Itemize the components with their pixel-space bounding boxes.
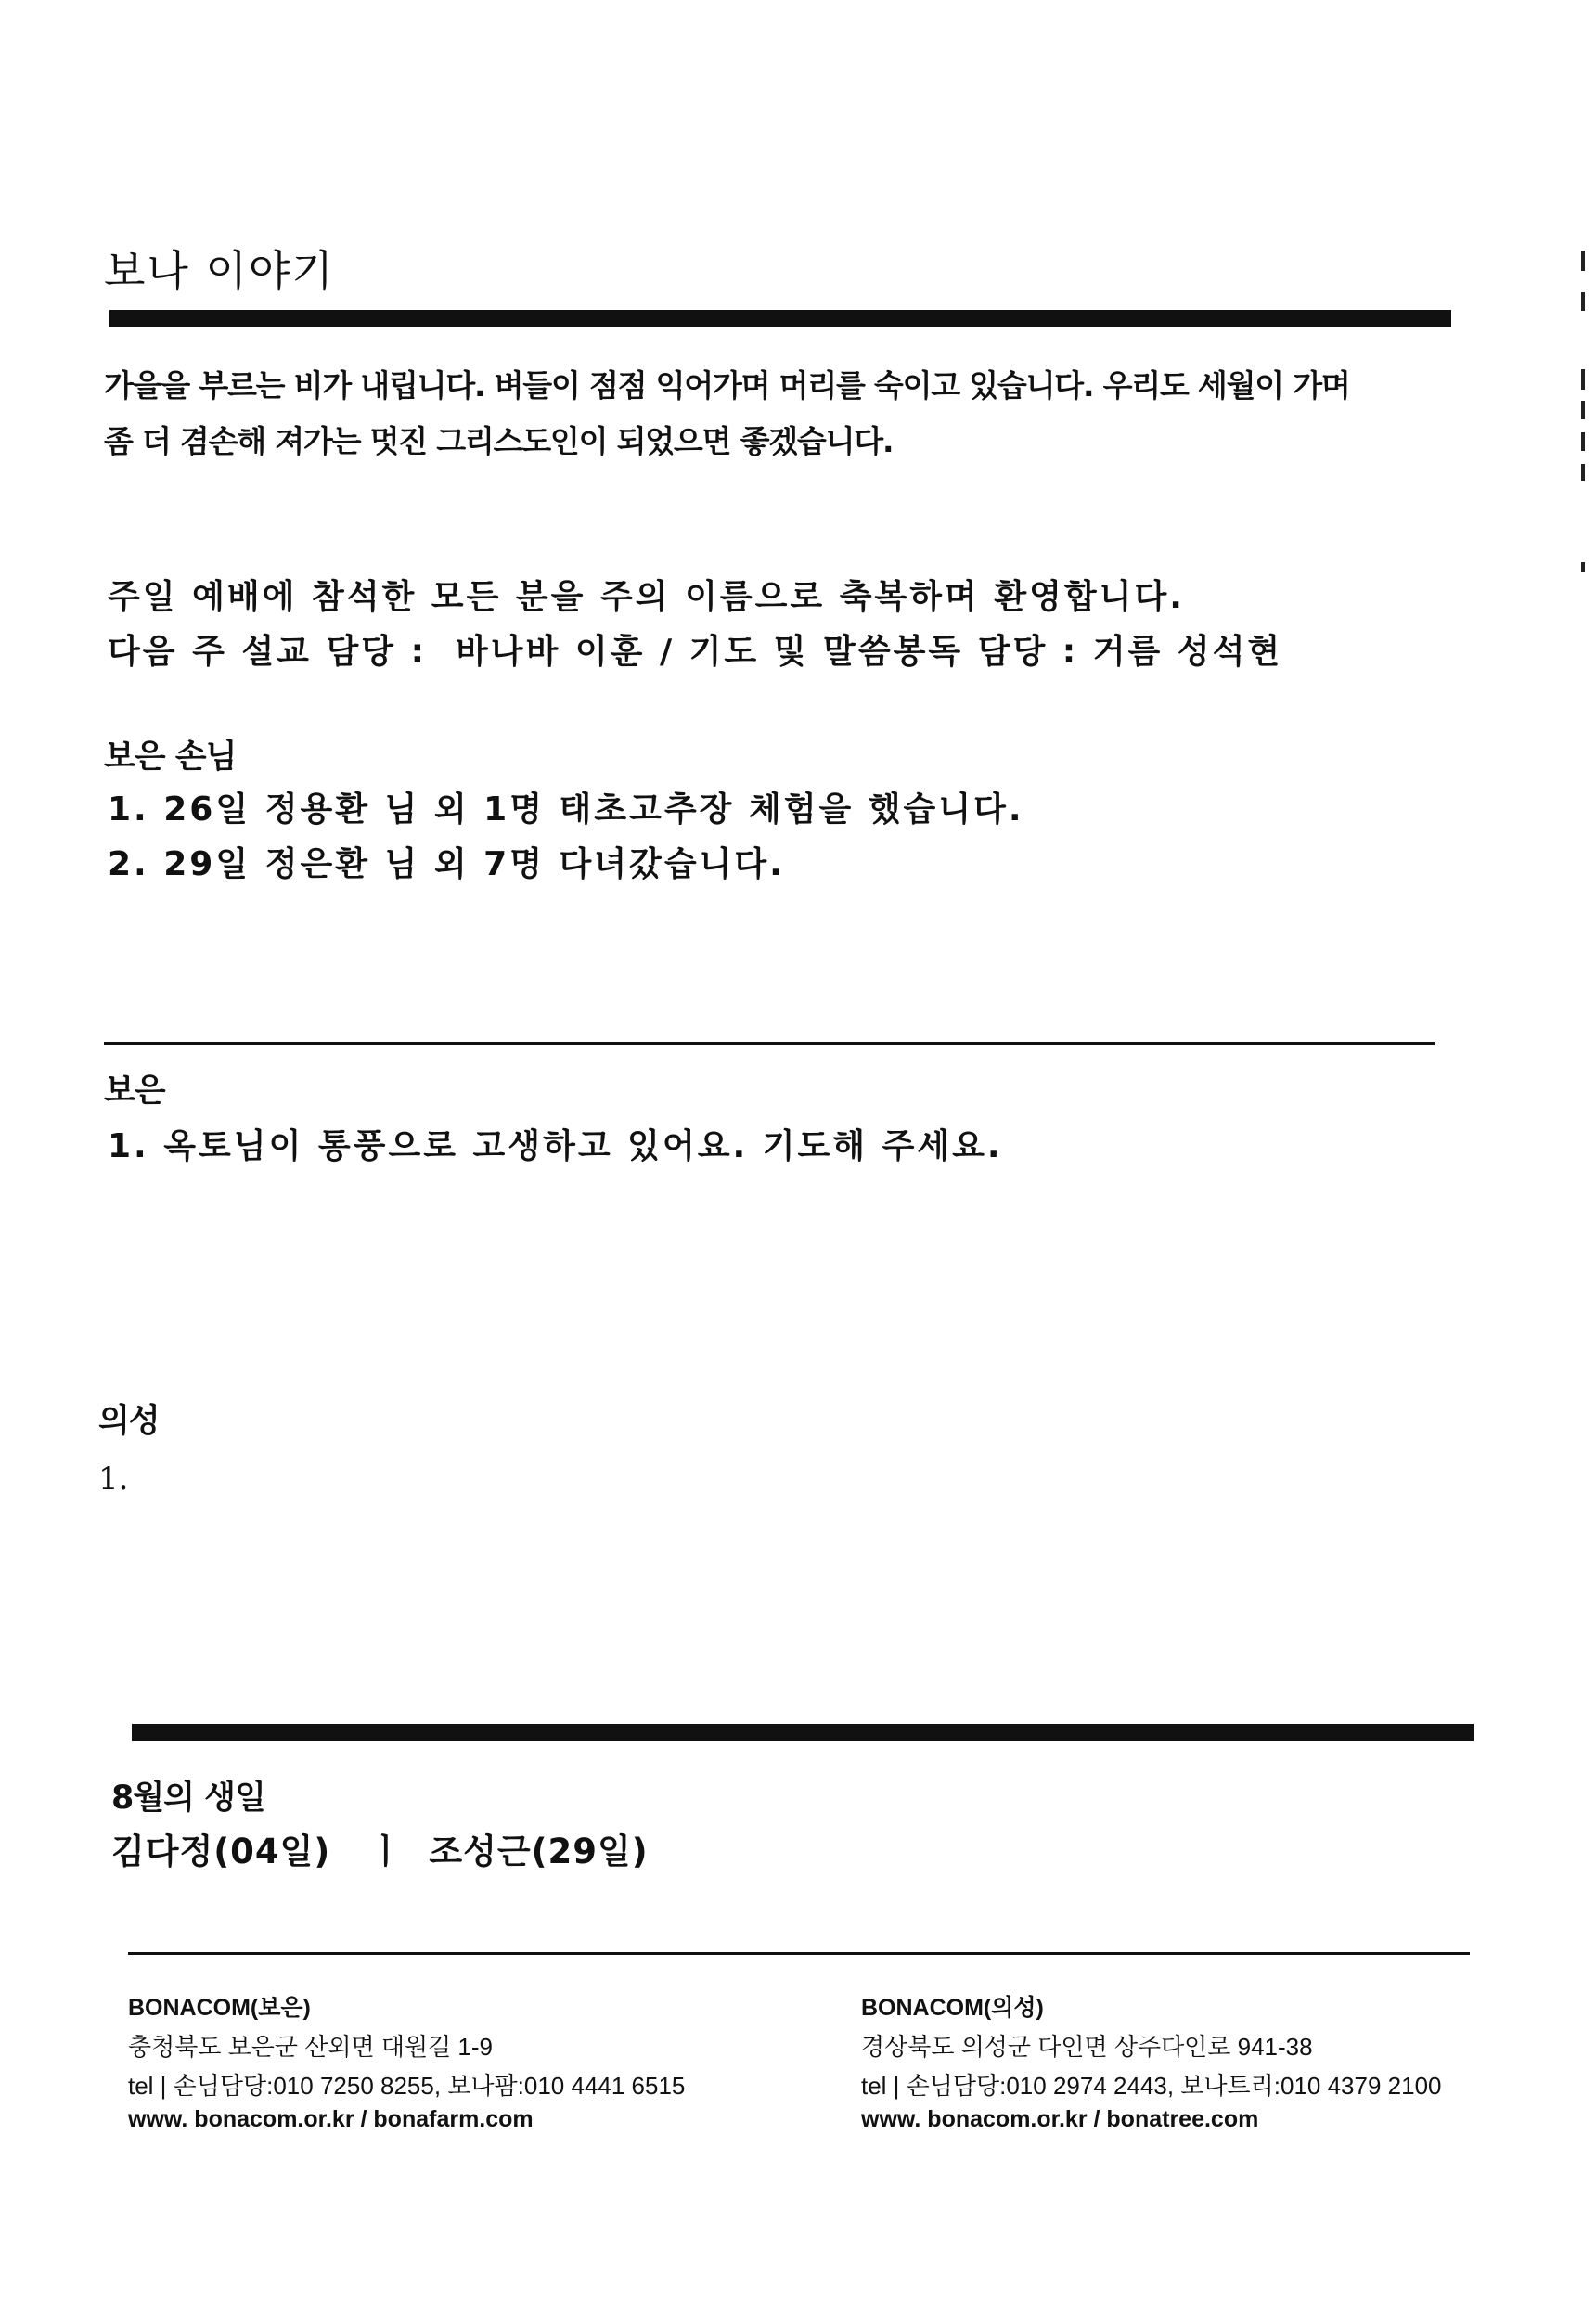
footer-left-tel: tel | 손님담당:010 7250 8255, 보나팜:010 4441 6515 <box>128 2072 686 2100</box>
next-week-duty: 다음 주 설교 담당 : 바나바 이훈 / 기도 및 말씀봉독 담당 : 거름 성석현 <box>108 633 1283 671</box>
guest-item-2: 2. 29일 정은환 님 외 7명 다녀갔습니다. <box>108 845 785 883</box>
guests-heading: 보은 손님 <box>104 739 237 776</box>
page-edge-mark <box>1581 562 1585 572</box>
uiseong-item-1: 1. <box>98 1460 129 1498</box>
boeun-heading: 보은 <box>104 1073 165 1110</box>
worship-welcome: 주일 예배에 참석한 모든 분을 주의 이름으로 축복하며 환영합니다. <box>108 578 1185 616</box>
intro-line-2: 좀 더 겸손해 져가는 멋진 그리스도인이 되었으면 좋겠습니다. <box>104 423 894 459</box>
footer-divider <box>128 1952 1470 1955</box>
section-divider <box>104 1042 1435 1045</box>
page-title: 보나 이야기 <box>104 246 335 296</box>
birthday-list: 김다정(04일) ㅣ 조성근(29일) <box>111 1832 649 1871</box>
uiseong-heading: 의성 <box>98 1403 160 1440</box>
intro-line-1: 가을을 부르는 비가 내립니다. 벼들이 점점 익어가며 머리를 숙이고 있습니다. 우리도 세월이 가며 <box>104 367 1350 404</box>
footer-right-name: BONACOM(의성) <box>861 1995 1044 2021</box>
guest-item-1: 1. 26일 정용환 님 외 1명 태초고추장 체험을 했습니다. <box>108 791 1024 829</box>
title-divider-bar <box>109 310 1451 327</box>
footer-left-address: 충청북도 보은군 산외면 대원길 1-9 <box>128 2033 493 2061</box>
boeun-item-1: 1. 옥토님이 통풍으로 고생하고 있어요. 기도해 주세요. <box>108 1127 1003 1165</box>
page-edge-mark <box>1581 251 1585 271</box>
footer-left-web: www. bonacom.or.kr / bonafarm.com <box>128 2106 534 2132</box>
footer-left-name: BONACOM(보은) <box>128 1995 311 2021</box>
page-edge-mark <box>1581 401 1585 419</box>
birthday-title: 8월의 생일 <box>111 1780 265 1817</box>
page-edge-mark <box>1581 369 1585 390</box>
footer-right-tel: tel | 손님담당:010 2974 2443, 보나트리:010 4379 2100 <box>861 2072 1442 2100</box>
birthday-divider-bar <box>132 1724 1474 1741</box>
footer-right-address: 경상북도 의성군 다인면 상주다인로 941-38 <box>861 2033 1313 2061</box>
page-edge-mark <box>1581 432 1585 451</box>
page-edge-mark <box>1581 292 1585 311</box>
page-edge-mark <box>1581 464 1585 481</box>
footer-right-web: www. bonacom.or.kr / bonatree.com <box>861 2106 1259 2132</box>
